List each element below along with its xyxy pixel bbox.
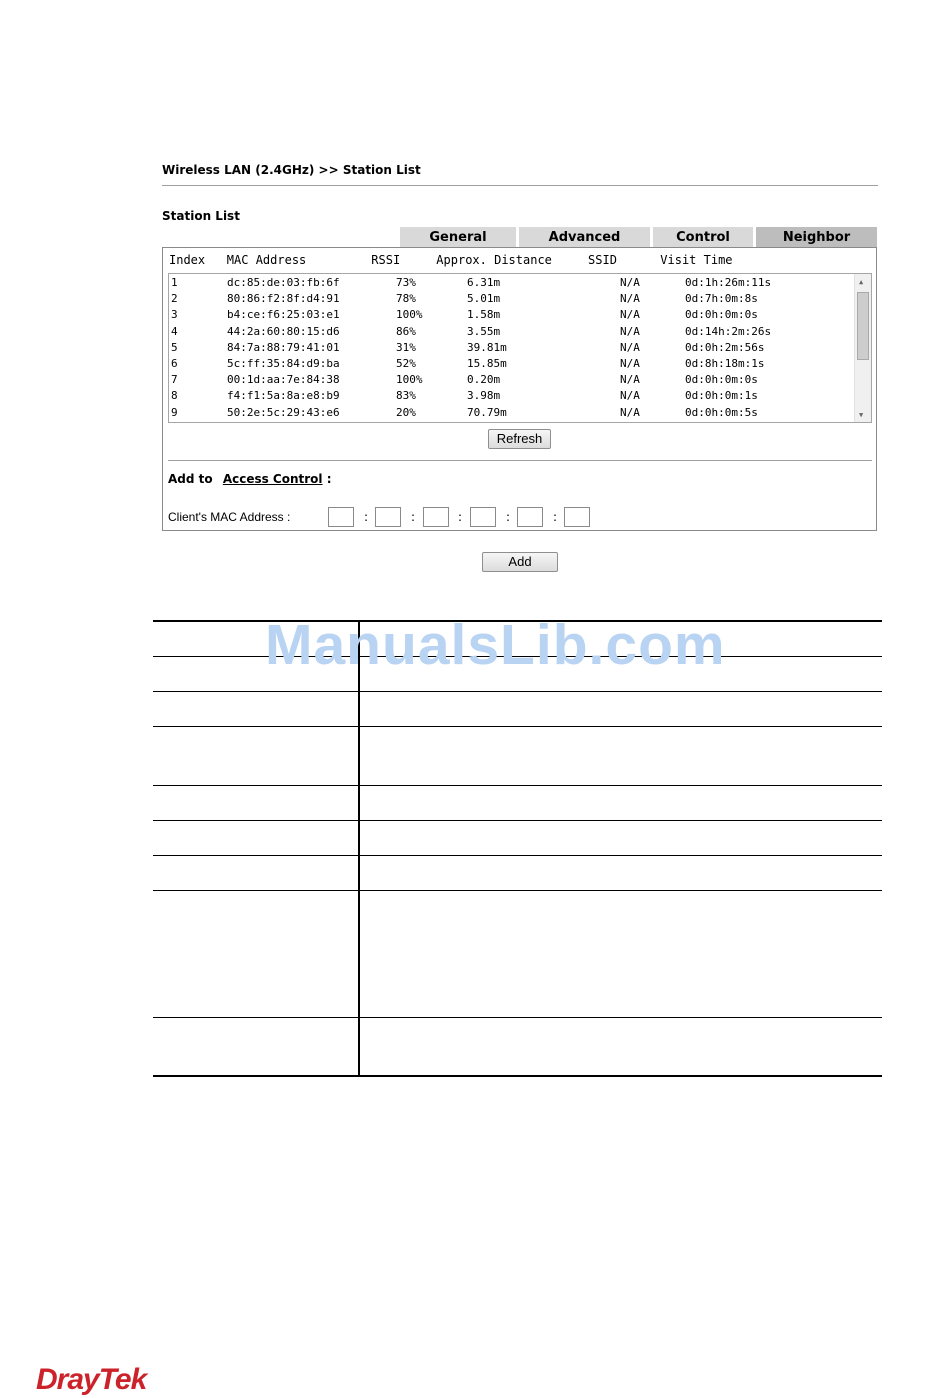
cell-ssid: N/A: [620, 308, 640, 322]
client-mac-label: Client's MAC Address :: [168, 510, 291, 524]
mac-separator: :: [411, 510, 416, 524]
access-control-link[interactable]: Access Control: [222, 472, 323, 486]
cell-rssi: 86%: [396, 324, 416, 338]
cell-visit: 0d:14h:2m:26s: [685, 324, 772, 338]
cell-mac: 50:2e:5c:29:43:e6: [227, 405, 340, 419]
table-row[interactable]: [169, 405, 853, 421]
cell-visit: 0d:7h:0m:8s: [685, 292, 758, 306]
cell-visit: 0d:0h:0m:1s: [685, 389, 758, 403]
mac-octet-1-input[interactable]: [328, 507, 354, 527]
cell-visit: 0d:0h:0m:0s: [685, 373, 758, 387]
cell-ssid: N/A: [620, 373, 640, 387]
cell-mac: b4:ce:f6:25:03:e1: [227, 308, 340, 322]
cell-ssid: N/A: [620, 389, 640, 403]
cell-index: 1: [171, 276, 178, 289]
mac-octet-5-input[interactable]: [517, 507, 543, 527]
cell-distance: 15.85m: [467, 357, 507, 370]
cell-mac: 00:1d:aa:7e:84:38: [227, 373, 340, 387]
breadcrumb-divider: [162, 185, 878, 186]
table-row[interactable]: [169, 372, 853, 388]
cell-visit: 0d:8h:18m:1s: [685, 357, 765, 370]
cell-rssi: 52%: [396, 357, 416, 370]
cell-index: 9: [171, 405, 178, 419]
mac-octet-4-input[interactable]: [470, 507, 496, 527]
doc-table-row-rule: [153, 1017, 882, 1018]
doc-table-row-rule: [153, 820, 882, 821]
cell-visit: 0d:1h:26m:11s: [685, 276, 772, 289]
station-listbox[interactable]: [168, 273, 872, 423]
cell-mac: 5c:ff:35:84:d9:ba: [227, 357, 340, 370]
doc-table-bottom-rule: [153, 1075, 882, 1077]
mac-separator: :: [553, 510, 558, 524]
tab-bar: [400, 227, 877, 247]
cell-visit: 0d:0h:0m:5s: [685, 405, 758, 419]
add-button[interactable]: Add: [482, 552, 558, 572]
mac-separator: :: [364, 510, 369, 524]
doc-table-row-rule: [153, 726, 882, 727]
cell-rssi: 78%: [396, 292, 416, 306]
cell-ssid: N/A: [620, 357, 640, 370]
table-row[interactable]: [169, 307, 853, 323]
cell-distance: 70.79m: [467, 405, 507, 419]
cell-mac: dc:85:de:03:fb:6f: [227, 276, 340, 289]
doc-table-row-rule: [153, 785, 882, 786]
cell-mac: 80:86:f2:8f:d4:91: [227, 292, 340, 306]
cell-index: 5: [171, 340, 178, 354]
cell-index: 2: [171, 292, 178, 306]
cell-mac: 84:7a:88:79:41:01: [227, 340, 340, 354]
mac-octet-3-input[interactable]: [423, 507, 449, 527]
cell-visit: 0d:0h:2m:56s: [685, 340, 765, 354]
doc-table-row-rule: [153, 691, 882, 692]
cell-visit: 0d:0h:0m:0s: [685, 308, 758, 322]
cell-distance: 0.20m: [467, 373, 501, 387]
list-header: Index MAC Address RSSI Approx. Distance SSID Visit Time: [169, 253, 733, 267]
scroll-down-icon[interactable]: ▼: [859, 411, 864, 419]
cell-index: 4: [171, 324, 178, 338]
watermark: ManualsLib.com: [265, 613, 726, 677]
panel-divider: [168, 460, 872, 461]
cell-mac: f4:f1:5a:8a:e8:b9: [227, 389, 340, 403]
cell-index: 6: [171, 357, 178, 370]
cell-rssi: 83%: [396, 389, 416, 403]
cell-rssi: 31%: [396, 340, 416, 354]
cell-mac: 44:2a:60:80:15:d6: [227, 324, 340, 338]
add-to-suffix: :: [326, 472, 332, 486]
scroll-up-icon[interactable]: ▲: [859, 278, 864, 286]
refresh-button[interactable]: Refresh: [488, 429, 551, 449]
cell-distance: 3.55m: [467, 324, 501, 338]
cell-rssi: 73%: [396, 276, 416, 289]
table-row[interactable]: [169, 356, 853, 372]
doc-table-row-rule: [153, 855, 882, 856]
section-title: Station List: [162, 209, 240, 223]
mac-separator: :: [458, 510, 463, 524]
cell-ssid: N/A: [620, 405, 640, 419]
tab-neighbor[interactable]: Neighbor: [756, 227, 877, 247]
scrollbar-thumb[interactable]: [857, 292, 869, 360]
tab-control[interactable]: Control: [653, 227, 756, 247]
tab-general[interactable]: General: [400, 227, 519, 247]
mac-octet-6-input[interactable]: [564, 507, 590, 527]
doc-table-column-divider: [358, 621, 360, 1076]
cell-ssid: N/A: [620, 292, 640, 306]
listbox-scrollbar[interactable]: [854, 274, 871, 422]
add-to-prefix: Add to: [168, 472, 213, 486]
doc-table-row-rule: [153, 890, 882, 891]
cell-rssi: 100%: [396, 308, 423, 322]
cell-ssid: N/A: [620, 340, 640, 354]
cell-rssi: 20%: [396, 405, 416, 419]
cell-distance: 6.31m: [467, 276, 501, 289]
table-row[interactable]: [169, 388, 853, 404]
mac-octet-2-input[interactable]: [375, 507, 401, 527]
mac-separator: :: [506, 510, 511, 524]
cell-distance: 39.81m: [467, 340, 507, 354]
cell-distance: 1.58m: [467, 308, 501, 322]
draytek-logo: DrayTek: [36, 1363, 147, 1396]
cell-ssid: N/A: [620, 324, 640, 338]
cell-distance: 5.01m: [467, 292, 501, 306]
table-row[interactable]: [169, 340, 853, 356]
cell-index: 7: [171, 373, 178, 387]
cell-distance: 3.98m: [467, 389, 501, 403]
cell-index: 3: [171, 308, 178, 322]
cell-ssid: N/A: [620, 276, 640, 289]
cell-rssi: 100%: [396, 373, 423, 387]
tab-advanced[interactable]: Advanced: [519, 227, 653, 247]
breadcrumb: Wireless LAN (2.4GHz) >> Station List: [162, 163, 421, 177]
table-row[interactable]: [169, 324, 853, 340]
table-row[interactable]: [169, 291, 853, 307]
table-row[interactable]: [169, 275, 853, 291]
cell-index: 8: [171, 389, 178, 403]
add-to-label: [168, 472, 332, 486]
